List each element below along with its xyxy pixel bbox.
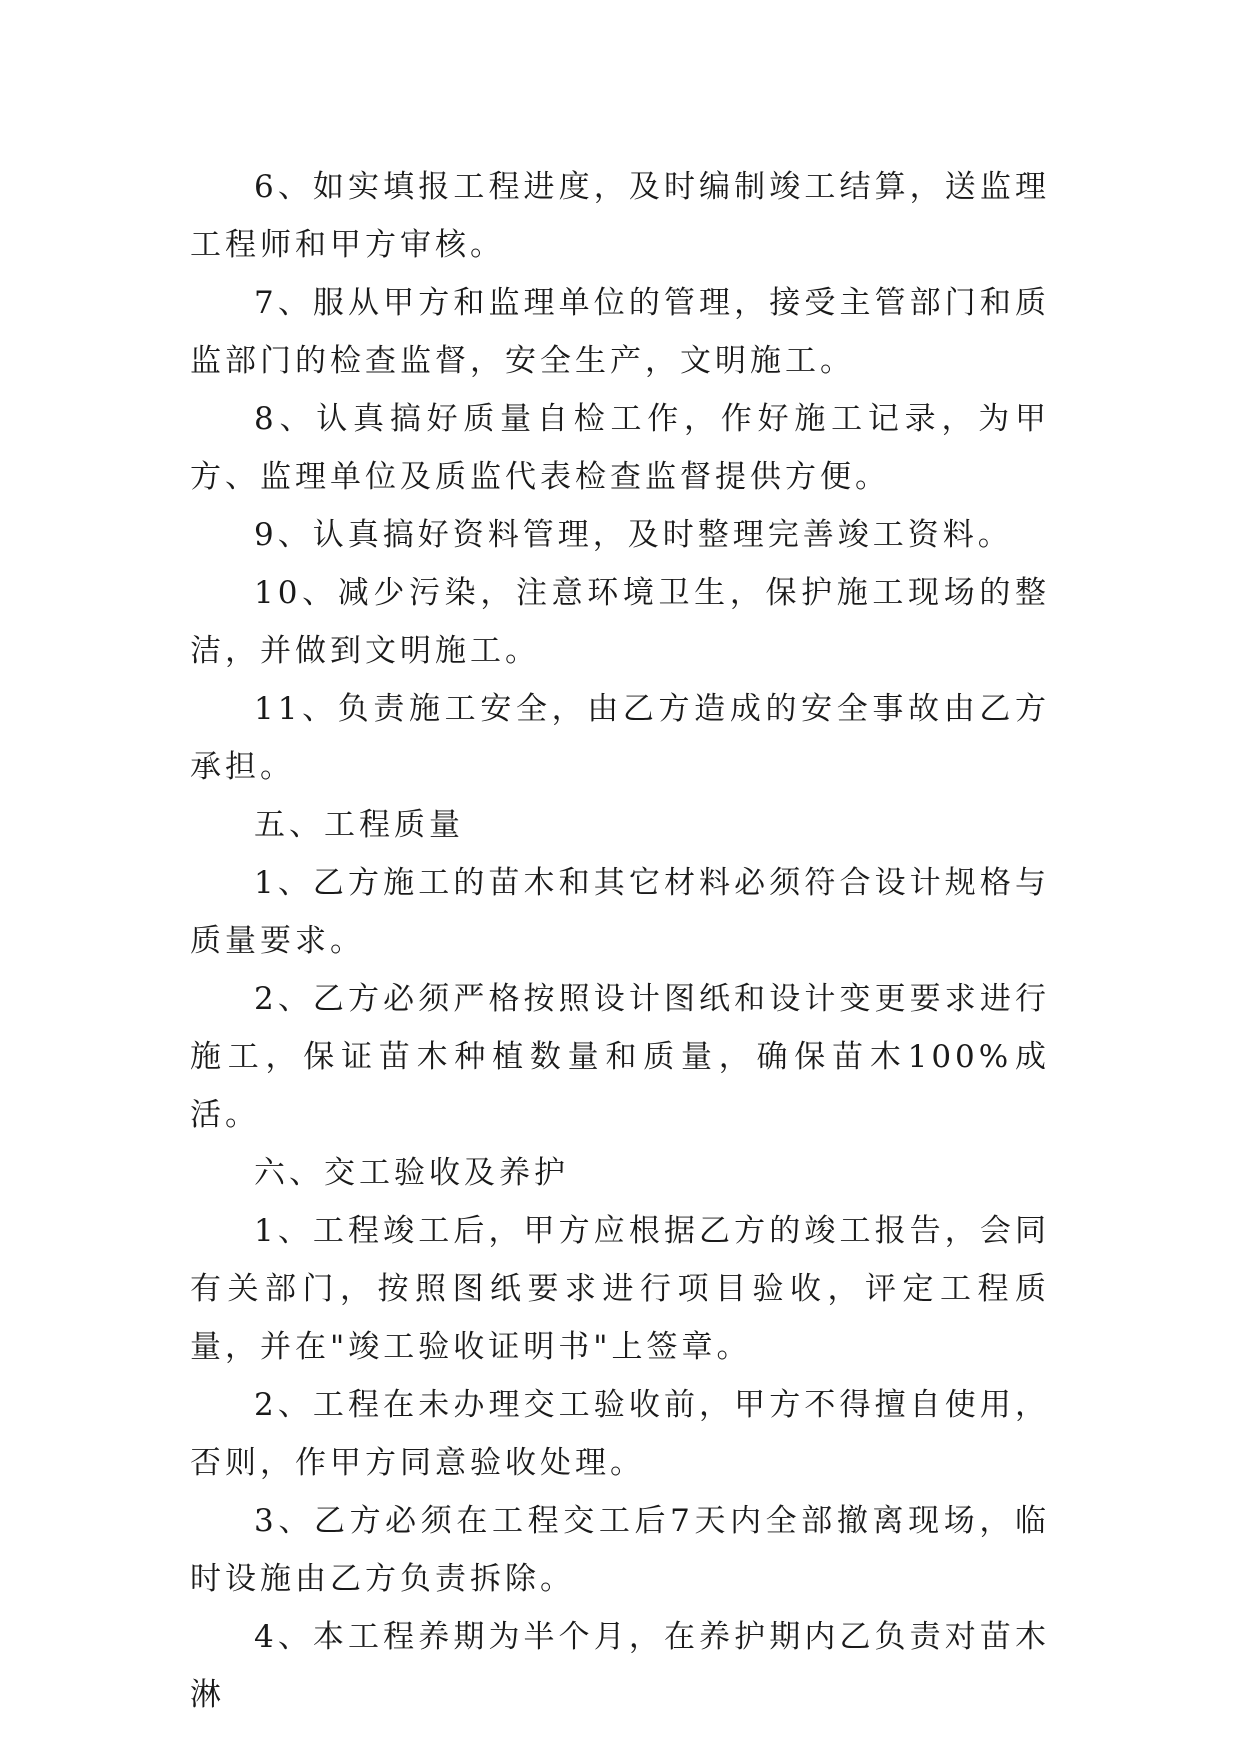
- section-heading-quality: 五、工程质量: [254, 807, 464, 843]
- clause-7: 7、服从甲方和监理单位的管理，接受主管部门和质监部门的检查监督，安全生产，文明施工。: [190, 285, 1050, 379]
- acceptance-clause-3: 3、乙方必须在工程交工后7天内全部撤离现场，临时设施由乙方负责拆除。: [190, 1503, 1050, 1597]
- clause-9: 9、认真搞好资料管理，及时整理完善竣工资料。: [254, 517, 1013, 553]
- clause-6: 6、如实填报工程进度，及时编制竣工结算，送监理工程师和甲方审核。: [190, 169, 1050, 263]
- acceptance-clause-2: 2、工程在未办理交工验收前，甲方不得擅自使用，否则，作甲方同意验收处理。: [190, 1387, 1050, 1481]
- clause-11: 11、负责施工安全，由乙方造成的安全事故由乙方承担。: [190, 691, 1050, 785]
- clause-8: 8、认真搞好质量自检工作，作好施工记录，为甲方、监理单位及质监代表检查监督提供方便。: [190, 401, 1050, 495]
- acceptance-clause-1: 1、工程竣工后，甲方应根据乙方的竣工报告，会同有关部门，按照图纸要求进行项目验收，评定工程质量，并在"竣工验收证明书"上签章。: [190, 1213, 1050, 1365]
- document-body: [190, 158, 1050, 1724]
- acceptance-clause-4: 4、本工程养期为半个月，在养护期内乙负责对苗木淋: [190, 1619, 1050, 1713]
- section-heading-acceptance: 六、交工验收及养护: [254, 1155, 569, 1191]
- quality-clause-2: 2、乙方必须严格按照设计图纸和设计变更要求进行施工，保证苗木种植数量和质量，确保苗木100%成活。: [190, 981, 1050, 1133]
- quality-clause-1: 1、乙方施工的苗木和其它材料必须符合设计规格与质量要求。: [190, 865, 1050, 959]
- clause-10: 10、减少污染，注意环境卫生，保护施工现场的整洁，并做到文明施工。: [190, 575, 1050, 669]
